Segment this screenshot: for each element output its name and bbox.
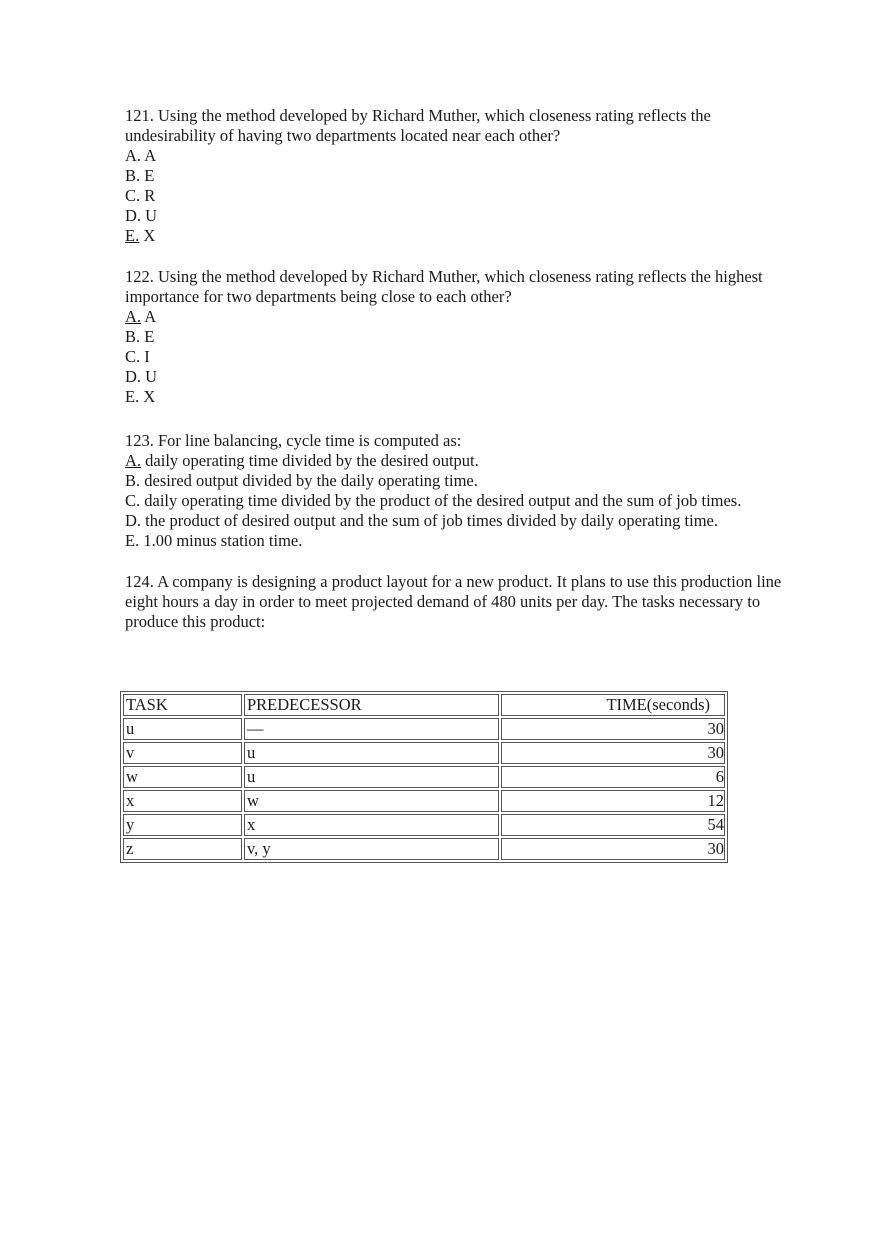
answer-option [125,347,785,367]
option-letter: A. [125,146,142,165]
header-time: TIME(seconds) [501,694,725,716]
option-text: E [144,327,155,346]
cell-predecessor: — [244,718,499,740]
option-text: desired output divided by the daily operating time. [144,471,478,490]
cell-predecessor: w [244,790,499,812]
question-stem: 121. Using the method developed by Richard Muther, which closeness rating reflects the undesirability of having two departments located near each other? [125,106,711,145]
cell-task: w [123,766,242,788]
table-row [123,766,725,788]
table-row [123,790,725,812]
option-text: X [143,387,156,406]
answer-option [125,186,785,206]
answer-options [125,146,785,246]
answer-option [125,327,785,347]
table-header-row [123,694,725,716]
option-text: daily operating time divided by the desired output. [145,451,479,470]
answer-option [125,531,785,551]
option-text: R [144,186,156,205]
question-stem: 124. A company is designing a product layout for a new product. It plans to use this production line eight hours a day in order to meet projected demand of 480 units per day. The tasks necessary to produce this product: [125,572,782,631]
cell-task: u [123,718,242,740]
option-letter-marked-correct: E. [125,226,140,245]
answer-option [125,491,785,511]
cell-time: 12 [501,790,725,812]
answer-option [125,451,785,471]
option-text: A [144,307,157,326]
cell-predecessor: x [244,814,499,836]
option-letter: B. [125,327,141,346]
answer-option [125,307,785,327]
cell-time: 30 [501,838,725,860]
option-text: I [144,347,150,366]
question-123 [125,431,785,551]
cell-predecessor: u [244,766,499,788]
table-row [123,718,725,740]
option-letter: D. [125,206,142,225]
cell-time: 30 [501,742,725,764]
cell-task: y [123,814,242,836]
answer-option [125,367,785,387]
option-text: 1.00 minus station time. [143,531,303,550]
question-121 [125,106,785,246]
option-letter: C. [125,186,141,205]
answer-option [125,206,785,226]
option-letter: C. [125,347,141,366]
answer-option [125,166,785,186]
answer-option [125,511,785,531]
cell-predecessor: u [244,742,499,764]
cell-task: v [123,742,242,764]
header-task: TASK [123,694,242,716]
option-letter: C. [125,491,141,510]
option-text: E [144,166,155,185]
table-row [123,814,725,836]
question-124 [125,572,785,632]
option-text: X [143,226,156,245]
option-letter: E. [125,531,140,550]
option-text: the product of desired output and the sum of job times divided by daily operating time. [145,511,718,530]
question-122 [125,267,785,407]
answer-option [125,146,785,166]
answer-options [125,307,785,407]
answer-options [125,451,785,551]
cell-time: 6 [501,766,725,788]
option-letter-marked-correct: A. [125,451,142,470]
option-text: A [144,146,157,165]
task-precedence-table [120,691,728,863]
option-letter-marked-correct: A. [125,307,142,326]
option-text: U [145,367,158,386]
table-row [123,838,725,860]
cell-predecessor: v, y [244,838,499,860]
header-predecessor: PREDECESSOR [244,694,499,716]
option-text: daily operating time divided by the product of the desired output and the sum of job times. [144,491,742,510]
option-text: U [145,206,158,225]
option-letter: E. [125,387,140,406]
option-letter: D. [125,367,142,386]
cell-time: 30 [501,718,725,740]
cell-time: 54 [501,814,725,836]
table-row [123,742,725,764]
question-stem: 123. For line balancing, cycle time is computed as: [125,431,462,450]
answer-option [125,226,785,246]
answer-option [125,387,785,407]
question-stem: 122. Using the method developed by Richard Muther, which closeness rating reflects the highest importance for two departments being close to each other? [125,267,763,306]
answer-option [125,471,785,491]
cell-task: x [123,790,242,812]
option-letter: D. [125,511,142,530]
cell-task: z [123,838,242,860]
option-letter: B. [125,166,141,185]
option-letter: B. [125,471,141,490]
